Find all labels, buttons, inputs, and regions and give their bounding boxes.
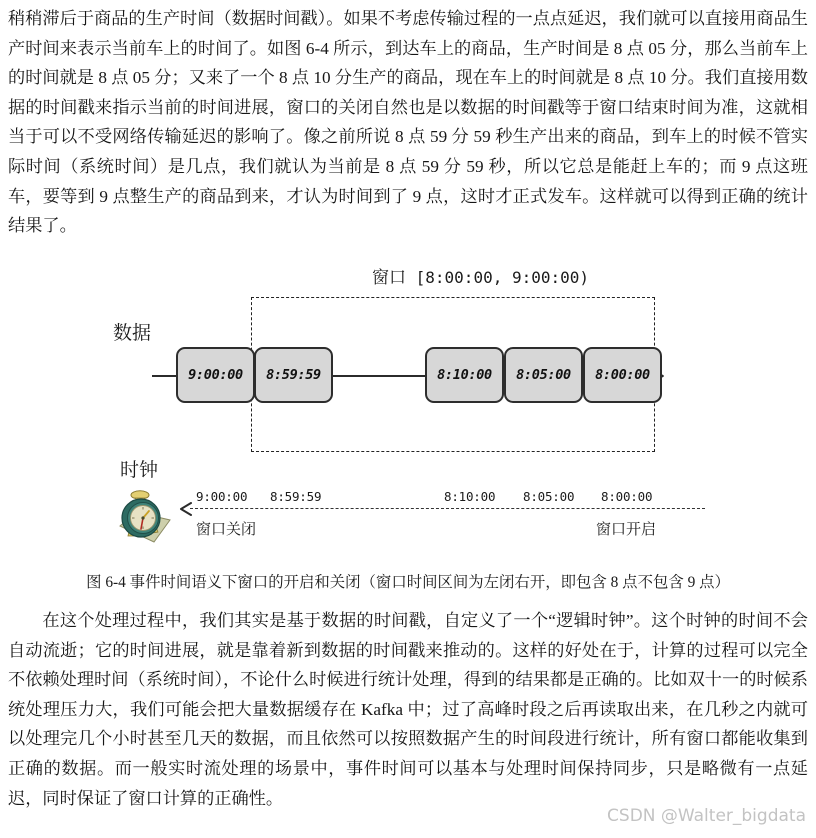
window-edge-bottom bbox=[251, 451, 655, 452]
data-event-box: 9:00:00 bbox=[176, 347, 255, 403]
data-event-box: 8:10:00 bbox=[425, 347, 504, 403]
paragraph-top: 稍稍滞后于商品的生产时间（数据时间戳）。如果不考虑传输过程的一点点延迟，我们就可以直接用商品生产时间来表示当前车上的时间了。如图 6-4 所示，到达车上的商品，生产时间是 8 点 05 分，那么当前车上的时间就是 8 点 05 分；又来了一个 8 点 10 分生产的商品，现在车上的时间就是 8 点 10 分。我们直接用数据的时间戳来指示当前的时间进展，窗口的关闭自然也是以数据的时间戳等于窗口结束时间为准，这就相当于可以不受网络传输延迟的影响了。像之前所说 8 点 59 分 59 秒生产出来的商品，到车上的时候不管实际时间（系统时间）是几点，我们就认为当前是 8 点 59 分 59 秒，所以它总是能赶上车的；而 9 点这班车，要等到 9 点整生产的商品到来，才认为时间到了 9 点，这时才正式发车。这样就可以得到正确的统计结果了。 bbox=[8, 9, 808, 236]
window-edge-top bbox=[251, 297, 655, 298]
csdn-watermark: CSDN @Walter_bigdata bbox=[607, 806, 806, 826]
stopwatch-icon bbox=[114, 486, 176, 548]
clock-tick-label: 8:05:00 bbox=[523, 489, 575, 504]
clock-tick-label: 8:00:00 bbox=[601, 489, 653, 504]
window-title-range: [8:00:00, 9:00:00) bbox=[415, 268, 590, 287]
clock-lane-label: 时钟 bbox=[120, 459, 159, 481]
clock-timeline-axis bbox=[190, 508, 705, 509]
data-lane-label: 数据 bbox=[113, 322, 152, 344]
window-title bbox=[372, 263, 589, 288]
clock-tick-label: 8:10:00 bbox=[444, 489, 496, 504]
window-open-note: 窗口开启 bbox=[596, 520, 657, 538]
clock-axis-arrow-icon bbox=[176, 501, 192, 517]
paragraph-bottom: 在这个处理过程中，我们其实是基于数据的时间戳，自定义了一个“逻辑时钟”。这个时钟的时间不会自动流逝；它的时间进展，就是靠着新到数据的时间戳来推动的。这样的好处在于，计算的过程可以完全不依赖处理时间（系统时间），不论什么时候进行统计处理，得到的结果都是正确的。比如双十一的时候系统处理压力大，我们可能会把大量数据缓存在 Kafka 中；过了高峰时段之后再读取出来，在几秒之内就可以处理完几个小时甚至几天的数据，而且依然可以按照数据产生的时间段进行统计，所有窗口都能收集到正确的数据。而一般实时流处理的场景中，事件时间可以基本与处理时间保持同步，只是略微有一点延迟，同时保证了窗口计算的正确性。 bbox=[8, 611, 808, 808]
window-close-note: 窗口关闭 bbox=[196, 520, 257, 538]
window-title-cjk: 窗口 bbox=[372, 268, 406, 288]
data-event-box: 8:05:00 bbox=[504, 347, 583, 403]
clock-tick-label: 8:59:59 bbox=[270, 489, 322, 504]
clock-tick-label: 9:00:00 bbox=[196, 489, 248, 504]
data-event-box: 8:00:00 bbox=[583, 347, 662, 403]
figure-caption: 图 6-4 事件时间语义下窗口的开启和关闭（窗口时间区间为左闭右开，即包含 8 点不包含 9 点） bbox=[86, 574, 730, 591]
data-event-box: 8:59:59 bbox=[254, 347, 333, 403]
